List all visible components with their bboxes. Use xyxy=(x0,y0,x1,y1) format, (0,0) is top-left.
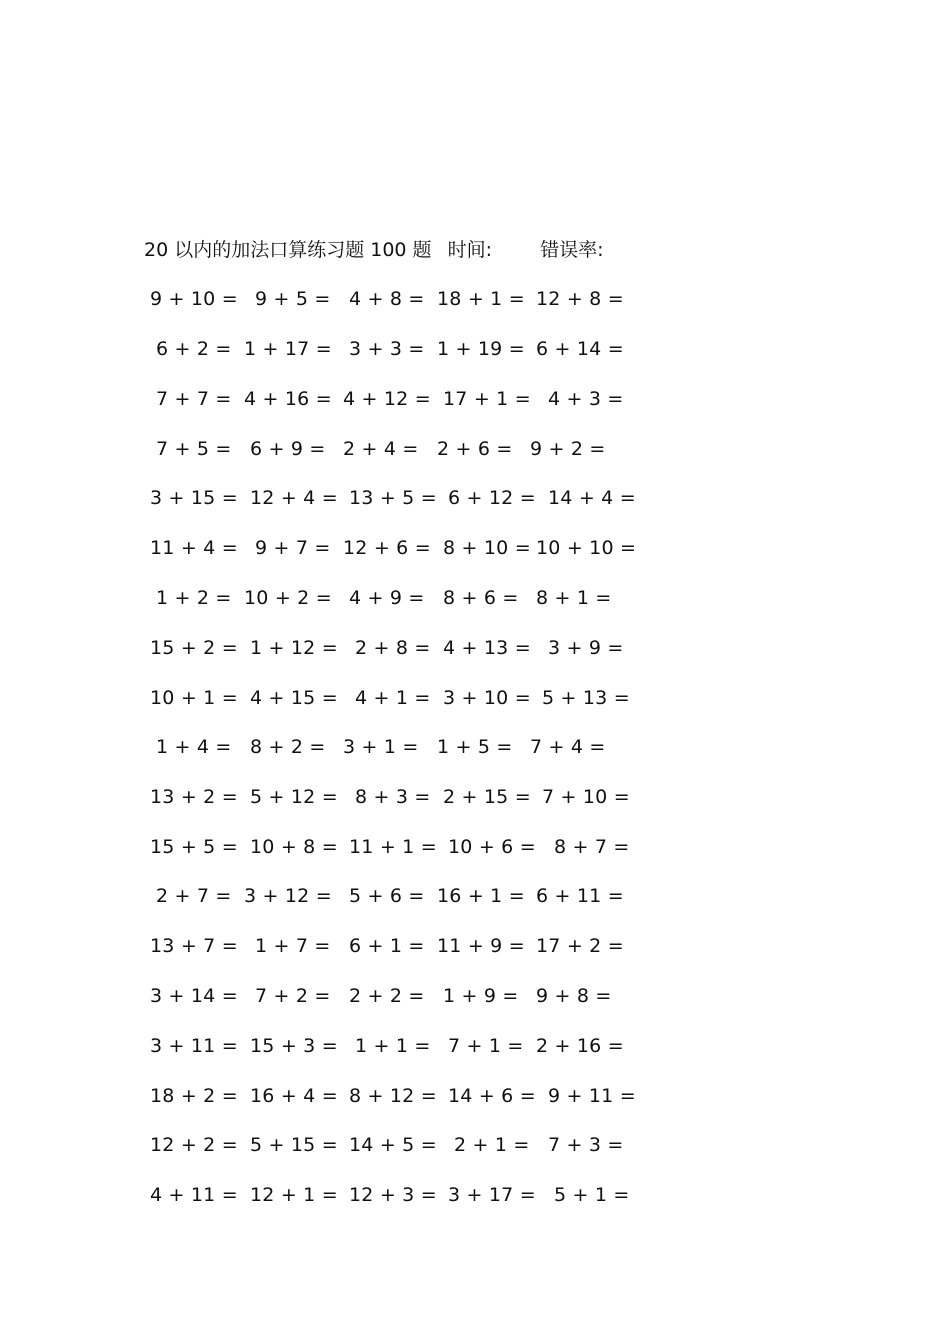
problem-item: 1 + 5 = xyxy=(437,736,513,758)
problem-item: 4 + 16 = xyxy=(244,388,332,410)
problem-item: 9 + 5 = xyxy=(255,288,331,310)
problem-item: 15 + 2 = xyxy=(150,637,238,659)
problem-item: 15 + 5 = xyxy=(150,836,238,858)
problem-item: 5 + 1 = xyxy=(554,1184,630,1206)
problem-item: 8 + 10 = xyxy=(443,537,531,559)
problem-item: 5 + 6 = xyxy=(349,885,425,907)
problem-item: 9 + 2 = xyxy=(530,438,606,460)
problem-item: 7 + 7 = xyxy=(156,388,232,410)
problem-item: 2 + 2 = xyxy=(349,985,425,1007)
problem-item: 3 + 11 = xyxy=(150,1035,238,1057)
problem-item: 17 + 2 = xyxy=(536,935,624,957)
time-label: 时间: xyxy=(447,239,493,261)
problem-item: 8 + 7 = xyxy=(554,836,630,858)
problem-item: 3 + 9 = xyxy=(548,637,624,659)
problem-item: 9 + 8 = xyxy=(536,985,612,1007)
problem-item: 6 + 14 = xyxy=(536,338,624,360)
problem-item: 12 + 2 = xyxy=(150,1134,238,1156)
problem-item: 9 + 10 = xyxy=(150,288,238,310)
problem-item: 7 + 3 = xyxy=(548,1134,624,1156)
problem-item: 3 + 14 = xyxy=(150,985,238,1007)
problem-item: 6 + 9 = xyxy=(250,438,326,460)
problem-item: 18 + 2 = xyxy=(150,1085,238,1107)
problem-item: 5 + 15 = xyxy=(250,1134,338,1156)
problem-item: 5 + 13 = xyxy=(542,687,630,709)
problem-item: 4 + 9 = xyxy=(349,587,425,609)
problem-item: 10 + 8 = xyxy=(250,836,338,858)
problem-item: 11 + 4 = xyxy=(150,537,238,559)
problem-item: 8 + 3 = xyxy=(355,786,431,808)
problem-item: 1 + 4 = xyxy=(156,736,232,758)
problem-item: 3 + 17 = xyxy=(448,1184,536,1206)
problem-item: 13 + 5 = xyxy=(349,487,437,509)
problem-item: 1 + 12 = xyxy=(250,637,338,659)
problem-item: 11 + 9 = xyxy=(437,935,525,957)
problem-item: 12 + 3 = xyxy=(349,1184,437,1206)
problem-item: 14 + 4 = xyxy=(548,487,636,509)
problem-item: 4 + 11 = xyxy=(150,1184,238,1206)
problem-item: 10 + 10 = xyxy=(536,537,637,559)
problem-item: 3 + 10 = xyxy=(443,687,531,709)
problem-item: 16 + 1 = xyxy=(437,885,525,907)
problem-item: 1 + 1 = xyxy=(355,1035,431,1057)
problem-item: 10 + 2 = xyxy=(244,587,332,609)
problem-item: 1 + 7 = xyxy=(255,935,331,957)
problem-item: 2 + 6 = xyxy=(437,438,513,460)
problem-item: 13 + 2 = xyxy=(150,786,238,808)
problem-item: 6 + 11 = xyxy=(536,885,624,907)
problem-item: 2 + 16 = xyxy=(536,1035,624,1057)
problem-item: 1 + 2 = xyxy=(156,587,232,609)
problem-item: 12 + 1 = xyxy=(250,1184,338,1206)
problem-item: 4 + 13 = xyxy=(443,637,531,659)
problem-item: 3 + 1 = xyxy=(343,736,419,758)
problem-item: 10 + 6 = xyxy=(448,836,536,858)
problem-item: 2 + 8 = xyxy=(355,637,431,659)
problem-item: 4 + 1 = xyxy=(355,687,431,709)
problem-item: 7 + 2 = xyxy=(255,985,331,1007)
problem-item: 2 + 7 = xyxy=(156,885,232,907)
problem-item: 7 + 4 = xyxy=(530,736,606,758)
problem-item: 16 + 4 = xyxy=(250,1085,338,1107)
problem-item: 4 + 15 = xyxy=(250,687,338,709)
problem-item: 4 + 8 = xyxy=(349,288,425,310)
problem-item: 3 + 15 = xyxy=(150,487,238,509)
problem-item: 12 + 4 = xyxy=(250,487,338,509)
problem-item: 5 + 12 = xyxy=(250,786,338,808)
problem-item: 2 + 1 = xyxy=(454,1134,530,1156)
problem-item: 4 + 3 = xyxy=(548,388,624,410)
problem-item: 3 + 3 = xyxy=(349,338,425,360)
problem-item: 6 + 2 = xyxy=(156,338,232,360)
problem-item: 12 + 8 = xyxy=(536,288,624,310)
problem-item: 15 + 3 = xyxy=(250,1035,338,1057)
problem-item: 8 + 2 = xyxy=(250,736,326,758)
problem-item: 11 + 1 = xyxy=(349,836,437,858)
error-rate-label: 错误率: xyxy=(540,239,604,261)
problem-item: 7 + 1 = xyxy=(448,1035,524,1057)
problem-item: 1 + 9 = xyxy=(443,985,519,1007)
problem-item: 3 + 12 = xyxy=(244,885,332,907)
problem-item: 7 + 5 = xyxy=(156,438,232,460)
problem-item: 1 + 17 = xyxy=(244,338,332,360)
worksheet-title: 20 以内的加法口算练习题 100 题 xyxy=(144,239,432,261)
problem-item: 8 + 1 = xyxy=(536,587,612,609)
problem-item: 1 + 19 = xyxy=(437,338,525,360)
problem-item: 9 + 7 = xyxy=(255,537,331,559)
problem-item: 9 + 11 = xyxy=(548,1085,636,1107)
problem-item: 10 + 1 = xyxy=(150,687,238,709)
problem-item: 2 + 4 = xyxy=(343,438,419,460)
problem-item: 13 + 7 = xyxy=(150,935,238,957)
problem-item: 2 + 15 = xyxy=(443,786,531,808)
problem-item: 6 + 12 = xyxy=(448,487,536,509)
problem-item: 6 + 1 = xyxy=(349,935,425,957)
problem-item: 8 + 6 = xyxy=(443,587,519,609)
problem-item: 14 + 6 = xyxy=(448,1085,536,1107)
problem-item: 7 + 10 = xyxy=(542,786,630,808)
problem-item: 12 + 6 = xyxy=(343,537,431,559)
problem-item: 18 + 1 = xyxy=(437,288,525,310)
problem-item: 4 + 12 = xyxy=(343,388,431,410)
problem-item: 14 + 5 = xyxy=(349,1134,437,1156)
problem-item: 8 + 12 = xyxy=(349,1085,437,1107)
worksheet-header xyxy=(144,236,603,264)
problem-item: 17 + 1 = xyxy=(443,388,531,410)
